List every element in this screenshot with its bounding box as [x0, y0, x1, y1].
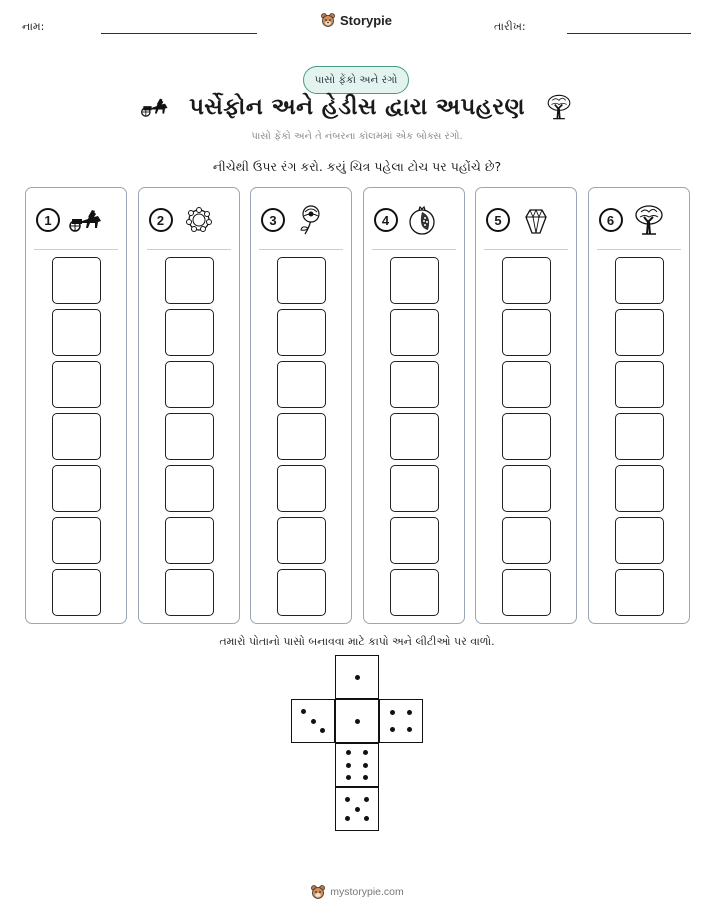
- column-3: [250, 187, 352, 624]
- column-number: 5: [486, 208, 510, 232]
- chariot-icon: [140, 92, 170, 122]
- title-row: [140, 92, 574, 122]
- column-header: [599, 204, 667, 236]
- die-pip: [355, 675, 360, 680]
- column-divider: [484, 249, 568, 250]
- column-number: 2: [149, 208, 173, 232]
- die-face-1: [335, 655, 379, 699]
- name-line[interactable]: [101, 33, 257, 34]
- color-box[interactable]: [52, 517, 101, 564]
- column-divider: [259, 249, 343, 250]
- color-box[interactable]: [165, 517, 214, 564]
- color-box[interactable]: [52, 569, 101, 616]
- column-divider: [597, 249, 681, 250]
- color-box[interactable]: [615, 569, 664, 616]
- column-divider: [372, 249, 456, 250]
- color-box[interactable]: [277, 569, 326, 616]
- die-pip: [407, 727, 412, 732]
- bear-icon: [310, 884, 326, 900]
- column-divider: [34, 249, 118, 250]
- die-pip: [355, 807, 360, 812]
- color-box[interactable]: [52, 309, 101, 356]
- color-box[interactable]: [277, 257, 326, 304]
- column-6: [588, 187, 690, 624]
- color-box[interactable]: [615, 517, 664, 564]
- die-face-5: [335, 787, 379, 831]
- color-box[interactable]: [615, 309, 664, 356]
- color-box[interactable]: [277, 465, 326, 512]
- color-box[interactable]: [165, 309, 214, 356]
- column-header: [36, 204, 104, 236]
- color-box[interactable]: [502, 309, 551, 356]
- tree-icon: [631, 204, 667, 236]
- color-box[interactable]: [390, 309, 439, 356]
- column-header: [486, 204, 554, 236]
- color-box[interactable]: [165, 361, 214, 408]
- die-pip: [301, 709, 306, 714]
- color-box[interactable]: [390, 361, 439, 408]
- column-number: 4: [374, 208, 398, 232]
- die-pip: [346, 763, 351, 768]
- footer-url[interactable]: mystorypie.com: [330, 886, 404, 898]
- cutout-instruction: તમારો પોતાનો પાસો બનાવવા માટે કાપો અને લીટીઓ પર વાળો.: [219, 635, 495, 648]
- column-divider: [147, 249, 231, 250]
- column-header: [374, 204, 442, 236]
- die-pip: [355, 719, 360, 724]
- color-box[interactable]: [52, 361, 101, 408]
- column-4: [363, 187, 465, 624]
- color-box[interactable]: [390, 569, 439, 616]
- race-columns: [25, 187, 688, 624]
- die-pip: [345, 816, 350, 821]
- color-box[interactable]: [502, 465, 551, 512]
- die-pip: [407, 710, 412, 715]
- name-label: નામ:: [22, 20, 45, 33]
- die-pip: [364, 816, 369, 821]
- color-box[interactable]: [277, 361, 326, 408]
- die-pip: [364, 797, 369, 802]
- die-face-3: [291, 699, 335, 743]
- die-pip: [363, 775, 368, 780]
- subtitle: પાસો ફેંકો અને તે નંબરના કૉલમમાં એક બોક્સ રંગો.: [251, 131, 463, 142]
- date-line[interactable]: [567, 33, 691, 34]
- die-pip: [363, 763, 368, 768]
- die-pip: [363, 750, 368, 755]
- color-box[interactable]: [390, 413, 439, 460]
- color-box[interactable]: [165, 413, 214, 460]
- color-box[interactable]: [165, 257, 214, 304]
- column-number: 3: [261, 208, 285, 232]
- color-box[interactable]: [390, 257, 439, 304]
- die-pip: [345, 797, 350, 802]
- page-title: પર્સેફોન અને હેડીસ દ્વારા અપહરણ: [189, 94, 525, 120]
- date-label: તારીખ:: [494, 20, 526, 33]
- column-1: [25, 187, 127, 624]
- pomegranate-icon: [406, 204, 442, 236]
- column-header: [149, 204, 217, 236]
- color-box[interactable]: [277, 309, 326, 356]
- activity-badge: પાસો ફેંકો અને રંગો: [303, 66, 409, 94]
- die-face-1: [335, 699, 379, 743]
- color-box[interactable]: [502, 361, 551, 408]
- tree-icon: [544, 92, 574, 122]
- color-box[interactable]: [165, 465, 214, 512]
- flower-wreath-icon: [181, 204, 217, 236]
- color-box[interactable]: [615, 413, 664, 460]
- color-box[interactable]: [502, 257, 551, 304]
- column-number: 1: [36, 208, 60, 232]
- color-box[interactable]: [277, 517, 326, 564]
- color-box[interactable]: [615, 361, 664, 408]
- color-box[interactable]: [502, 517, 551, 564]
- die-pip: [390, 727, 395, 732]
- die-pip: [346, 775, 351, 780]
- die-pip: [320, 728, 325, 733]
- flower-icon: [293, 204, 329, 236]
- column-5: [475, 187, 577, 624]
- color-box[interactable]: [502, 413, 551, 460]
- color-box[interactable]: [52, 465, 101, 512]
- color-box[interactable]: [615, 465, 664, 512]
- die-pip: [346, 750, 351, 755]
- die-pip: [390, 710, 395, 715]
- die-face-6: [335, 743, 379, 787]
- column-number: 6: [599, 208, 623, 232]
- color-box[interactable]: [502, 569, 551, 616]
- column-2: [138, 187, 240, 624]
- color-box[interactable]: [277, 413, 326, 460]
- bear-icon: [320, 12, 336, 28]
- crystal-icon: [518, 204, 554, 236]
- color-box[interactable]: [390, 465, 439, 512]
- color-box[interactable]: [165, 569, 214, 616]
- color-box[interactable]: [52, 257, 101, 304]
- brand-logo: [320, 12, 392, 28]
- color-box[interactable]: [52, 413, 101, 460]
- color-box[interactable]: [390, 517, 439, 564]
- question-text: નીચેથી ઉપર રંગ કરો. કયું ચિત્ર પહેલા ટોચ પર પહોંચે છે?: [212, 159, 502, 174]
- footer: [0, 884, 714, 900]
- chariot-icon: [68, 204, 104, 236]
- die-face-4: [379, 699, 423, 743]
- die-pip: [311, 719, 316, 724]
- brand-name: Storypie: [340, 12, 393, 28]
- column-header: [261, 204, 329, 236]
- color-box[interactable]: [615, 257, 664, 304]
